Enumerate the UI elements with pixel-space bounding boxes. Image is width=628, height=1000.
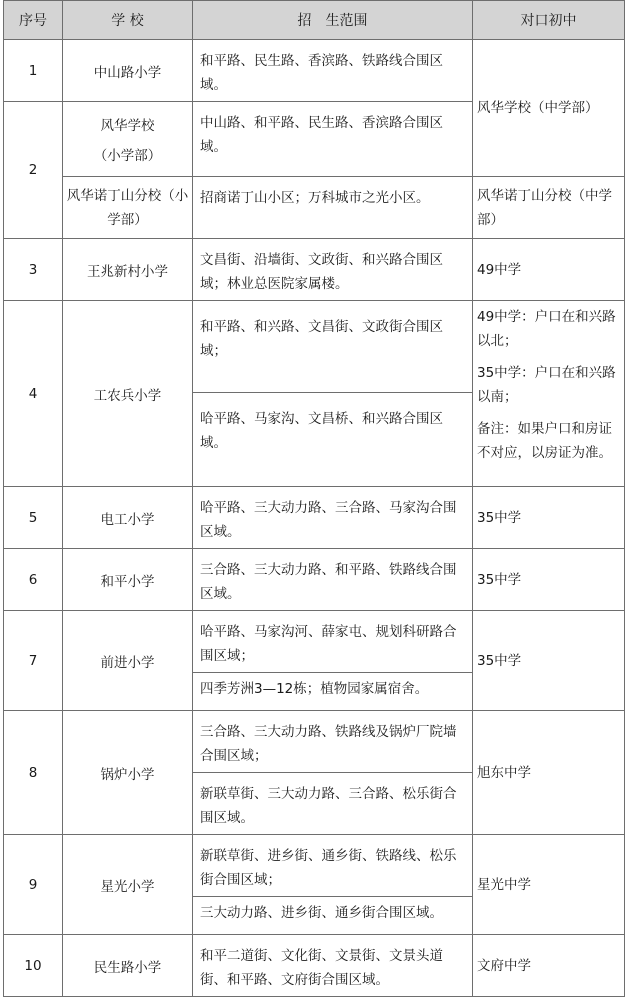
- enrollment-range: 哈平路、马家沟河、薛家屯、规划科研路合围区域；: [193, 611, 473, 673]
- middle-school-note: 备注：如果户口和房证不对应，以房证为准。: [477, 421, 612, 461]
- header-school: 学 校: [63, 1, 193, 40]
- header-range: 招 生范围: [193, 1, 473, 40]
- enrollment-table: [3, 0, 625, 997]
- table-row: [4, 177, 625, 239]
- middle-school: [473, 301, 625, 487]
- school-name: 前进小学: [63, 611, 193, 711]
- school-name-line: （小学部）: [93, 148, 162, 164]
- table-row: [4, 301, 625, 393]
- enrollment-range: 三合路、三大动力路、铁路线及锅炉厂院墙合围区域；: [193, 711, 473, 773]
- row-number: 7: [4, 611, 63, 711]
- middle-school: 星光中学: [473, 835, 625, 935]
- enrollment-range: 和平路、民生路、香滨路、铁路线合围区域。: [193, 40, 473, 102]
- school-name: 电工小学: [63, 487, 193, 549]
- enrollment-range: 三大动力路、进乡街、通乡街合围区域。: [193, 897, 473, 935]
- middle-school: 文府中学: [473, 935, 625, 997]
- row-number: 4: [4, 301, 63, 487]
- middle-school: 风华诺丁山分校（中学部）: [473, 177, 625, 239]
- middle-school: 49中学: [473, 239, 625, 301]
- middle-school: 35中学: [473, 487, 625, 549]
- middle-school-note: 49中学：户口在和兴路以北；: [477, 309, 616, 349]
- row-number: 5: [4, 487, 63, 549]
- enrollment-range: 和平路、和兴路、文昌街、文政街合围区域；: [193, 301, 473, 393]
- school-name: 工农兵小学: [63, 301, 193, 487]
- table-row: [4, 935, 625, 997]
- table-row: [4, 711, 625, 773]
- school-name: 星光小学: [63, 835, 193, 935]
- school-name: 风华诺丁山分校（小学部）: [63, 177, 193, 239]
- table-row: [4, 239, 625, 301]
- row-number: 3: [4, 239, 63, 301]
- table-row: [4, 487, 625, 549]
- school-name: [63, 102, 193, 177]
- row-number: 10: [4, 935, 63, 997]
- enrollment-range: 中山路、和平路、民生路、香滨路合围区域。: [193, 102, 473, 177]
- enrollment-range: 文昌街、沿墙街、文政街、和兴路合围区域；林业总医院家属楼。: [193, 239, 473, 301]
- row-number: 9: [4, 835, 63, 935]
- middle-school-note: 35中学：户口在和兴路以南；: [477, 365, 616, 405]
- middle-school: 风华学校（中学部）: [473, 40, 625, 177]
- school-name: 民生路小学: [63, 935, 193, 997]
- header-middle-school: 对口初中: [473, 1, 625, 40]
- school-name-line: 风华学校: [100, 118, 155, 134]
- table-row: [4, 835, 625, 897]
- table-row: [4, 549, 625, 611]
- table-row: [4, 611, 625, 673]
- enrollment-range: 哈平路、马家沟、文昌桥、和兴路合围区域。: [193, 393, 473, 487]
- row-number: 1: [4, 40, 63, 102]
- table-row: [4, 40, 625, 102]
- enrollment-range: 和平二道街、文化街、文景街、文景头道街、和平路、文府街合围区域。: [193, 935, 473, 997]
- enrollment-range: 三合路、三大动力路、和平路、铁路线合围区域。: [193, 549, 473, 611]
- enrollment-range: 四季芳洲3—12栋；植物园家属宿舍。: [193, 673, 473, 711]
- row-number: 8: [4, 711, 63, 835]
- school-name: 王兆新村小学: [63, 239, 193, 301]
- school-name: 和平小学: [63, 549, 193, 611]
- enrollment-range: 新联草街、三大动力路、三合路、松乐街合围区域。: [193, 773, 473, 835]
- school-name: 锅炉小学: [63, 711, 193, 835]
- table-header-row: [4, 1, 625, 40]
- enrollment-range: 招商诺丁山小区；万科城市之光小区。: [193, 177, 473, 239]
- enrollment-range: 新联草街、进乡街、通乡街、铁路线、松乐街合围区域；: [193, 835, 473, 897]
- enrollment-range: 哈平路、三大动力路、三合路、马家沟合围区域。: [193, 487, 473, 549]
- middle-school: 35中学: [473, 549, 625, 611]
- row-number: 6: [4, 549, 63, 611]
- middle-school: 35中学: [473, 611, 625, 711]
- middle-school: 旭东中学: [473, 711, 625, 835]
- header-no: 序号: [4, 1, 63, 40]
- school-name: 中山路小学: [63, 40, 193, 102]
- row-number: 2: [4, 102, 63, 239]
